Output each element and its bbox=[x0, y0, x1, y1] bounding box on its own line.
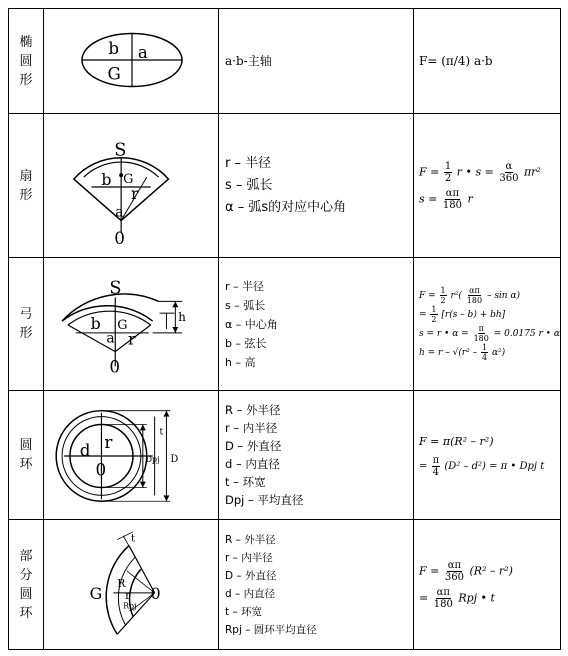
denominator: 180 bbox=[442, 199, 462, 211]
fraction bbox=[444, 161, 452, 184]
name-char: 分 bbox=[19, 567, 33, 583]
shape-name-ellipse bbox=[8, 8, 44, 114]
formula-line bbox=[419, 343, 560, 362]
var-line: r – 半径 bbox=[225, 279, 265, 293]
var-line: Rpj – 圆环平均直径 bbox=[225, 623, 317, 636]
var-line: r – 内半径 bbox=[225, 421, 278, 435]
formula-text: = 0.0175 r • α bbox=[493, 329, 560, 339]
var-line: t – 环宽 bbox=[225, 605, 263, 618]
label-t: t bbox=[159, 427, 164, 438]
segment-figure bbox=[43, 257, 219, 391]
denominator: 180 bbox=[433, 598, 453, 610]
formula-text: = bbox=[419, 460, 428, 472]
var-line: D – 外直径 bbox=[225, 439, 282, 453]
name-char: 形 bbox=[19, 72, 33, 88]
var-line: d – 内直径 bbox=[225, 457, 280, 471]
name-char: 椭 bbox=[19, 34, 33, 50]
annulus-diagram bbox=[44, 391, 218, 519]
denominator: 2 bbox=[440, 296, 446, 305]
denominator: 2 bbox=[444, 172, 452, 184]
sector-figure bbox=[43, 113, 219, 258]
label-r: r bbox=[104, 432, 113, 453]
formula-text: α²) bbox=[491, 348, 506, 358]
var-line: α – 弧s的对应中心角 bbox=[225, 199, 347, 215]
var-line: h – 高 bbox=[225, 355, 256, 369]
formula-text: (D² – d²) = π • Dpj t bbox=[444, 460, 545, 472]
label-g: G bbox=[89, 583, 103, 603]
label-o: 0 bbox=[109, 356, 120, 377]
label-a: a bbox=[115, 204, 124, 221]
label-d: d bbox=[79, 439, 91, 460]
formula-text: F = bbox=[419, 291, 436, 301]
denominator: 180 bbox=[466, 296, 483, 305]
label-t: t bbox=[131, 533, 135, 545]
name-char: 环 bbox=[19, 605, 33, 621]
label-b: b bbox=[101, 170, 112, 190]
label-b: b bbox=[90, 313, 101, 333]
formula-line bbox=[419, 286, 560, 305]
label-a: a bbox=[137, 43, 148, 63]
partial-annulus-figure bbox=[43, 519, 219, 650]
label-dpj: Dpj bbox=[145, 454, 160, 464]
formula-text: F = bbox=[419, 165, 440, 178]
shape-name-partial-annulus bbox=[8, 519, 44, 650]
formula-text: – sin α) bbox=[486, 291, 521, 301]
annulus-formula bbox=[413, 390, 561, 520]
formula-text: = bbox=[419, 310, 427, 320]
formula-line bbox=[419, 455, 560, 478]
var-line: α – 中心角 bbox=[225, 317, 278, 331]
annulus-variables bbox=[218, 390, 414, 520]
formula-text: s = r • α = bbox=[419, 329, 469, 339]
var-line: Dpj – 平均直径 bbox=[225, 493, 304, 507]
formula-text: [r(s – b) + bh] bbox=[441, 310, 506, 320]
label-dd: D bbox=[170, 453, 179, 465]
shape-name-segment bbox=[8, 257, 44, 391]
denominator: 180 bbox=[473, 334, 489, 343]
denominator: 360 bbox=[499, 172, 519, 184]
formula-line: F= (π/4) a·b bbox=[419, 54, 493, 68]
denominator: 360 bbox=[444, 571, 464, 583]
name-char: 圆 bbox=[19, 586, 33, 602]
name-char: 形 bbox=[19, 187, 33, 203]
label-r: r bbox=[125, 588, 131, 602]
formula-line bbox=[419, 188, 560, 211]
numerator: απ bbox=[445, 187, 460, 199]
label-o: 0 bbox=[150, 583, 161, 603]
fraction bbox=[466, 286, 483, 305]
fraction bbox=[433, 587, 454, 610]
var-line: t – 环宽 bbox=[225, 475, 266, 489]
formula-text: (R² – r²) bbox=[469, 564, 513, 577]
fraction bbox=[430, 305, 437, 324]
formula-text: s = bbox=[419, 192, 438, 205]
formula-text: πr² bbox=[523, 165, 541, 178]
label-a: a bbox=[106, 330, 115, 347]
numerator: 1 bbox=[431, 305, 437, 314]
partial-annulus-variables bbox=[218, 519, 414, 650]
formula-line: F = π(R² – r²) bbox=[419, 434, 494, 448]
segment-variables bbox=[218, 257, 414, 391]
var-line: R – 外半径 bbox=[225, 533, 276, 546]
numerator: 1 bbox=[440, 286, 446, 295]
denominator: 4 bbox=[481, 353, 488, 362]
formula-line bbox=[419, 161, 560, 184]
formula-text: h = r – √(r² – bbox=[419, 348, 478, 358]
var-line: R – 外半径 bbox=[225, 403, 281, 417]
var-line: b – 弦长 bbox=[225, 336, 267, 350]
label-g: G bbox=[123, 172, 134, 188]
label-s: S bbox=[109, 278, 122, 299]
label-g: G bbox=[117, 317, 128, 333]
shape-name-sector bbox=[8, 113, 44, 258]
label-h: h bbox=[178, 310, 186, 325]
numerator: 1 bbox=[481, 343, 488, 352]
fraction bbox=[498, 161, 519, 184]
ellipse-formula bbox=[413, 8, 561, 114]
sector-diagram bbox=[44, 114, 218, 257]
formula-text: Rpj • t bbox=[458, 591, 495, 604]
shape-name-annulus bbox=[8, 390, 44, 520]
var-line: r – 半径 bbox=[225, 155, 272, 171]
var-line: D – 外直径 bbox=[225, 569, 277, 582]
var-line: s – 弧长 bbox=[225, 298, 266, 312]
ellipse-variables bbox=[218, 8, 414, 114]
name-char: 形 bbox=[19, 326, 33, 341]
label-s: S bbox=[114, 140, 127, 161]
annulus-figure bbox=[43, 390, 219, 520]
formula-line bbox=[419, 305, 560, 324]
label-b: b bbox=[108, 39, 120, 59]
name-char: 圆 bbox=[19, 438, 33, 453]
name-char: 部 bbox=[19, 548, 33, 564]
label-o: 0 bbox=[114, 228, 125, 249]
var-line: d – 内直径 bbox=[225, 587, 276, 600]
sector-formula bbox=[413, 113, 561, 258]
numerator: π bbox=[432, 454, 440, 466]
numerator: απ bbox=[447, 559, 462, 571]
formula-text: = bbox=[419, 591, 429, 604]
label-rpj: Rpj bbox=[123, 601, 137, 611]
fraction bbox=[444, 560, 465, 583]
var-line: a·b-主轴 bbox=[225, 53, 272, 68]
fraction bbox=[442, 188, 463, 211]
label-o: 0 bbox=[95, 459, 107, 480]
label-r: r bbox=[131, 183, 139, 203]
var-line: r – 内半径 bbox=[225, 551, 273, 564]
fraction bbox=[473, 324, 490, 343]
numerator: απ bbox=[436, 586, 450, 598]
partial-annulus-formula bbox=[413, 519, 561, 650]
name-char: 扇 bbox=[19, 168, 33, 184]
name-char: 弓 bbox=[19, 307, 33, 322]
fraction bbox=[432, 455, 441, 478]
numerator: α bbox=[505, 160, 513, 172]
label-r: r bbox=[128, 329, 136, 349]
formula-line bbox=[419, 587, 560, 610]
ellipse-figure bbox=[43, 8, 219, 114]
numerator: απ bbox=[469, 286, 480, 295]
segment-diagram bbox=[44, 258, 218, 390]
formula-line bbox=[419, 560, 560, 583]
label-g: G bbox=[107, 64, 121, 84]
denominator: 4 bbox=[432, 466, 440, 478]
label-rr: R bbox=[117, 576, 126, 590]
sector-variables bbox=[218, 113, 414, 258]
name-char: 圆 bbox=[19, 53, 33, 69]
name-char: 环 bbox=[19, 457, 33, 472]
var-line: s – 弧长 bbox=[225, 177, 273, 193]
ellipse-diagram bbox=[44, 9, 218, 113]
segment-formula bbox=[413, 257, 561, 391]
numerator: 1 bbox=[444, 160, 452, 172]
numerator: π bbox=[478, 324, 484, 333]
formula-text: r²( bbox=[450, 291, 462, 301]
fraction bbox=[481, 343, 488, 362]
formula-line bbox=[419, 324, 560, 343]
formula-text: r • s = bbox=[456, 165, 494, 178]
partial-annulus-diagram bbox=[44, 520, 218, 649]
fraction bbox=[440, 286, 447, 305]
formula-text: F = bbox=[419, 564, 440, 577]
denominator: 2 bbox=[431, 315, 437, 324]
formula-text: r bbox=[467, 192, 473, 205]
